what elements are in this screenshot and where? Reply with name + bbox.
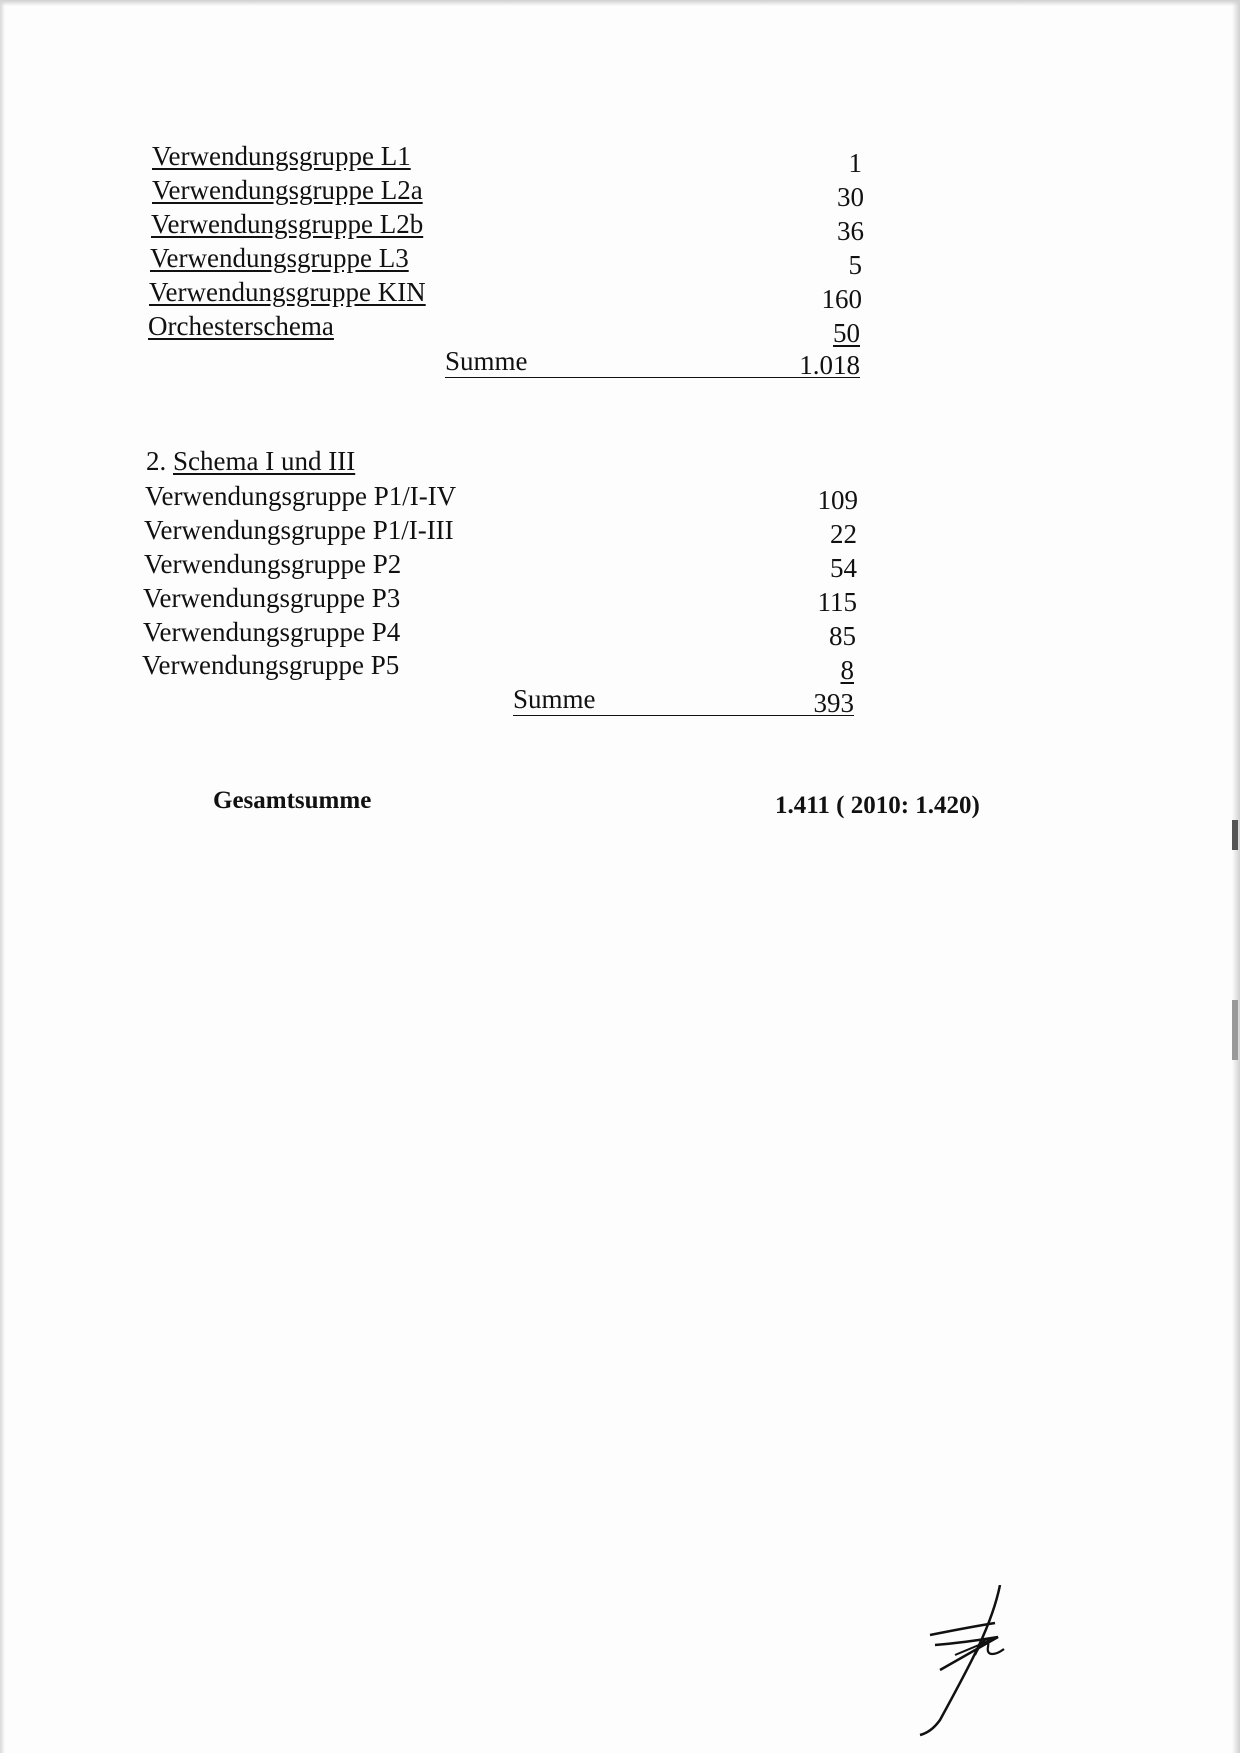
section1-row-value: 30 (837, 182, 864, 212)
section1-sum-rule (445, 377, 860, 378)
section1-row-value: 5 (848, 250, 862, 280)
scan-edge-top (0, 0, 1240, 6)
grand-total-value: 1.411 ( 2010: 1.420) (775, 792, 980, 819)
section1-row-value: 160 (821, 284, 862, 314)
section2-row-label: Verwendungsgruppe P1/I-IV (145, 481, 457, 511)
section2-sum-value: 393 (813, 688, 854, 718)
section2-row-label: Verwendungsgruppe P3 (143, 583, 401, 613)
section1-row-label: Verwendungsgruppe L2a (152, 175, 423, 205)
section2-row-value: 115 (817, 587, 857, 617)
section2-title: Schema I und III (173, 446, 356, 476)
section2-row-label: Verwendungsgruppe P2 (144, 549, 402, 579)
section1-row-value: 1 (848, 148, 862, 178)
grand-total-label: Gesamtsumme (213, 787, 372, 814)
section1-row-label: Orchesterschema (148, 311, 334, 341)
scan-mark (1232, 820, 1238, 850)
section2-row-value: 8 (840, 655, 854, 685)
signature-mark (900, 1585, 1020, 1745)
section1-sum-value: 1.018 (799, 350, 860, 380)
section1-row-label: Verwendungsgruppe KIN (149, 277, 426, 307)
section2-row-value: 54 (830, 553, 857, 583)
scan-mark (1232, 1000, 1238, 1060)
section2-heading (146, 446, 355, 476)
section1-row-label: Verwendungsgruppe L2b (151, 209, 424, 239)
section2-row-label: Verwendungsgruppe P4 (143, 617, 401, 647)
section1-row-label: Verwendungsgruppe L1 (152, 141, 411, 171)
section2-row-label: Verwendungsgruppe P1/I-III (144, 515, 454, 545)
section2-sum-label: Summe (513, 684, 596, 714)
section1-sum-label: Summe (445, 346, 528, 376)
scan-edge-right (1232, 0, 1240, 1753)
section2-row-value: 109 (817, 485, 858, 515)
section2-row-label: Verwendungsgruppe P5 (142, 650, 400, 680)
section2-sum-rule (513, 715, 854, 716)
section2-number: 2. (146, 446, 167, 476)
section2-row-value: 85 (829, 621, 856, 651)
section1-row-value: 50 (833, 318, 860, 348)
section1-row-value: 36 (837, 216, 864, 246)
section1-row-label: Verwendungsgruppe L3 (150, 243, 409, 273)
section2-row-value: 22 (830, 519, 857, 549)
scan-edge-left (0, 0, 5, 1753)
